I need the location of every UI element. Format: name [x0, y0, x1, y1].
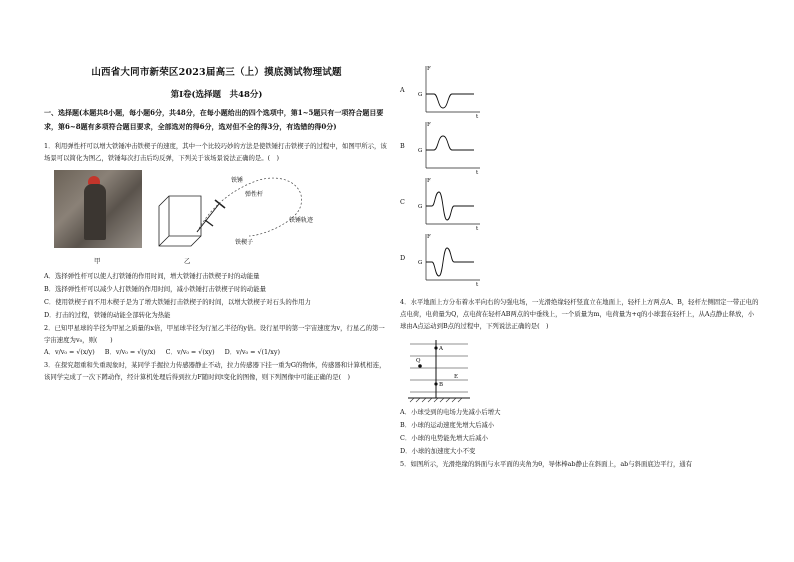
label-rod: 弹性杆 — [245, 191, 264, 198]
graph-c — [400, 174, 760, 230]
diagram-yi — [149, 170, 329, 252]
question-4-figure — [400, 336, 760, 406]
right-column — [400, 60, 760, 470]
question-1-option-d: D．打击的过程，铁锤的动能全部转化为热能 — [44, 311, 171, 319]
question-2-option-d: D．v/v₀ = √(1/xy) — [224, 348, 280, 356]
question-3-stem: 3．在探究超重和失重现象时，某同学手握拉力传感器静止不动，拉力传感器下挂一重为G的物体，传感器和计算机相连，该同学完成了一次下蹲动作，经计算机处理后得到拉力F随时间t变化的图像，则下列图像中可能正确的是( ) — [44, 361, 386, 381]
left-column — [44, 60, 389, 383]
volume-title: 第Ⅰ卷(选择题 共48分) — [170, 90, 263, 100]
question-2-option-b: B．v/v₀ = √(y/x) — [104, 348, 156, 356]
worker-shape — [84, 184, 106, 240]
svg-text:Q: Q — [416, 358, 421, 364]
svg-text:A: A — [439, 346, 443, 352]
question-2-option-a: A．v/v₀ = √(x/y) — [44, 348, 95, 356]
question-4-option-a: A．小球受到的电场力先减小后增大 — [400, 408, 501, 416]
graph-a-label: A — [400, 86, 405, 94]
label-hammer: 铁锤 — [231, 177, 244, 184]
svg-text:G: G — [418, 148, 423, 154]
svg-text:B: B — [439, 382, 444, 388]
question-2-stem: 2．已知甲星球的半径为甲星之质量的x倍，甲星球半径为行星乙半径的y倍。设行星甲的第一宇宙速度为v，行星乙的第一宇宙速度为v₀，则( ) — [44, 324, 385, 344]
question-2-option-c: C．v/v₀ = √(xy) — [165, 348, 215, 356]
question-4-option-d: D．小球的加速度大小不变 — [400, 447, 476, 455]
svg-text:t: t — [476, 170, 479, 174]
question-1-option-b: B．选择弹性杆可以减少人打铁锤的作用时间，减小铁锤打击铁楔子时的动能量 — [44, 285, 266, 293]
section-heading: 一、选择题(本题共8小题，每小题6分，共48分，在每小题给出的四个选项中，第1~5题只有一项符合题目要求，第6~8题有多项符合题目要求，全部选对的得6分，选对但不全的得3分，有选错的得0分) — [44, 108, 384, 131]
caption-yi: 乙 — [184, 257, 191, 265]
question-4-stem: 4．水平地面上方分布着水平向右的匀强电场，一光滑绝缘轻杆竖直立在地面上，轻杆上方两点A、B，轻杆左侧固定一带正电的点电荷，电荷量为Q，点电荷在轻杆AB两点的中垂线上，一个质量为m，电荷量为+q的小球套在轻杆上，从A点静止释放，小球由A点运动到B点的过程中，下列说法正确的是( ) — [400, 298, 759, 330]
svg-text:t: t — [476, 282, 479, 286]
question-1-figure — [44, 170, 389, 270]
graph-d — [400, 230, 760, 286]
svg-text:F: F — [427, 122, 431, 128]
graph-b — [400, 118, 760, 174]
question-2-options — [44, 346, 389, 359]
question-5-stem: 5．如图所示，光滑绝缘的斜面与水平面的夹角为θ，导体棒ab静止在斜面上，ab与斜面底边平行，通有 — [400, 460, 693, 468]
graph-b-label: B — [400, 142, 405, 150]
graph-c-label: C — [400, 198, 405, 206]
question-4-option-b: B．小球的运动速度先增大后减小 — [400, 421, 495, 429]
svg-text:t: t — [476, 114, 479, 118]
page-title: 山西省大同市新荣区2023届高三（上）摸底测试物理试题 — [91, 67, 342, 78]
photo-jia — [54, 170, 142, 248]
graph-a — [400, 62, 760, 118]
svg-text:E: E — [454, 374, 459, 380]
graph-d-label: D — [400, 254, 406, 262]
question-4-option-c: C．小球的电势能先增大后减小 — [400, 434, 488, 442]
label-wedge: 铁楔子 — [235, 239, 254, 246]
question-1-option-c: C．使用铁楔子而不用木楔子是为了增大铁锤打击铁楔子的时间，以增大铁楔子对石头的作用力 — [44, 298, 311, 306]
svg-text:G: G — [418, 204, 423, 210]
caption-jia: 甲 — [94, 257, 101, 265]
svg-text:F: F — [427, 178, 431, 184]
question-3-graphs — [400, 62, 760, 292]
svg-text:F: F — [427, 66, 431, 72]
label-trajectory: 铁锤轨迹 — [289, 217, 314, 224]
svg-text:G: G — [418, 92, 423, 98]
svg-text:G: G — [418, 260, 423, 266]
question-1-stem: 1．利用弹性杆可以增大铁锤冲击铁楔子的速度，其中一个比较巧妙的方法是使铁锤打击铁楔子的过程中，如图甲所示，该场景可以简化为图乙，铁锤每次打击后均反弹，下列关于该场景说法正确的是。( ) — [44, 142, 387, 162]
svg-text:F: F — [427, 234, 431, 240]
question-1-option-a: A．选择弹性杆可以使人打铁锤的作用时间，增大铁锤打击铁楔子时的动能量 — [44, 272, 260, 280]
svg-text:t: t — [476, 226, 479, 230]
